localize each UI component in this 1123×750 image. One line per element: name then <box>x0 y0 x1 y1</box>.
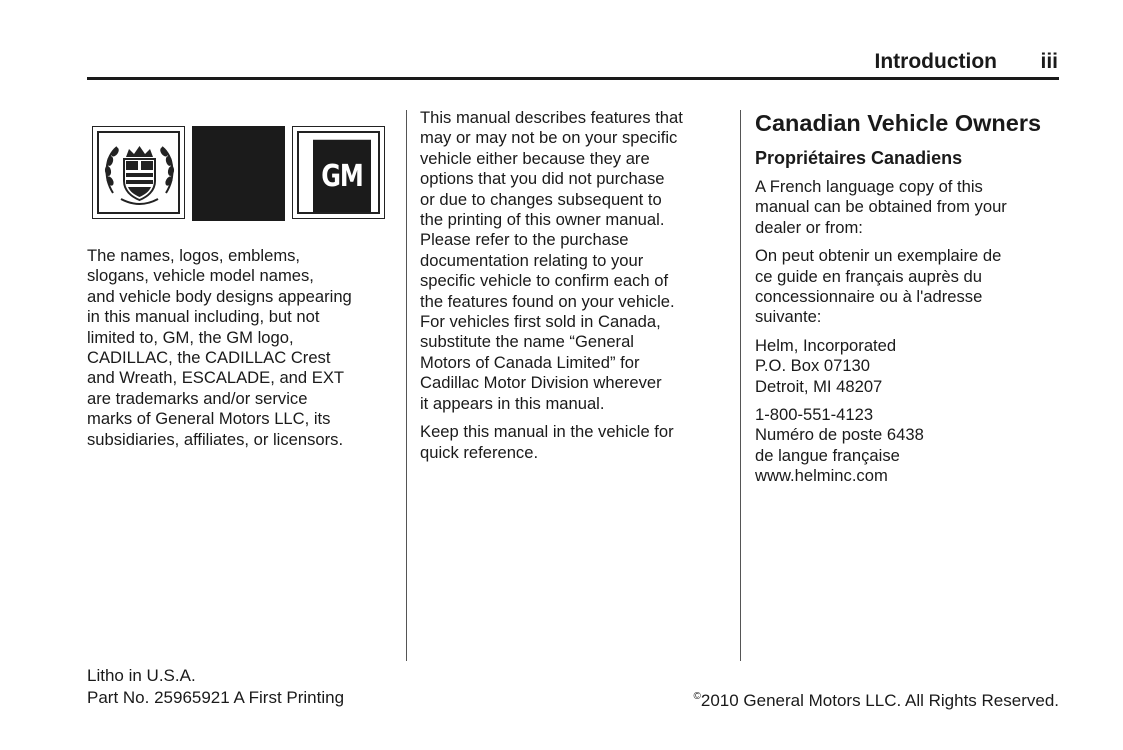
gm-logo-mark: GM <box>313 140 371 213</box>
section-title: Introduction <box>874 50 997 73</box>
column-right <box>755 108 1065 495</box>
french-copy-french-text: On peut obtenir un exemplaire de ce guide en français auprès du concessionnaire ou à l'adresse suivante: <box>755 246 1002 327</box>
footer-copyright <box>694 686 1060 712</box>
keep-manual-paragraph: Keep this manual in the vehicle for quick reference. <box>420 422 674 462</box>
footer-print-info: Litho in U.S.A. Part No. 25965921 A First Printing <box>87 666 345 707</box>
cadillac-logo <box>92 126 185 219</box>
cadillac-crest-icon <box>99 133 180 214</box>
features-paragraph: This manual describes features that may or may not be on your specific vehicle either because they are options that you did not purchase or due to changes subsequent to the printing of this owner manual. Please refer to the purchase documentation relating to your specific vehicle to confirm each of the features found on your vehicle. For vehicles first sold in Canada, substitute the name “General Motors of Canada Limited” for Cadillac Motor Division wherever it appears in this manual. <box>420 108 683 413</box>
black-panel <box>192 126 285 221</box>
helm-contact: 1-800-551-4123 Numéro de poste 6438 de langue française www.helminc.com <box>755 405 924 486</box>
column-divider-1 <box>406 110 407 661</box>
copyright-text: 2010 General Motors LLC. All Rights Reserved. <box>700 691 1059 710</box>
canadian-owners-subheading: Propriétaires Canadiens <box>755 148 963 168</box>
copyright-symbol: © <box>693 691 701 702</box>
gm-logo <box>292 126 385 219</box>
column-middle <box>420 108 730 463</box>
brand-logos <box>92 126 388 221</box>
page-number: iii <box>1040 50 1058 73</box>
french-copy-english-text: A French language copy of this manual can be obtained from your dealer or from: <box>755 177 1007 237</box>
helm-address: Helm, Incorporated P.O. Box 07130 Detroit, MI 48207 <box>755 335 897 396</box>
page-header <box>87 47 1059 80</box>
trademark-paragraph: The names, logos, emblems, slogans, vehicle model names, and vehicle body designs appearing in this manual including, but not limited to, GM, the GM logo, CADILLAC, the CADILLAC Crest and Wreath, ESCALADE, and EXT are trademarks and/or service marks of General Motors LLC, its subsidiaries, affiliates, or licensors. <box>87 246 352 449</box>
canadian-owners-heading: Canadian Vehicle Owners <box>755 110 1042 136</box>
column-divider-2 <box>740 110 741 661</box>
